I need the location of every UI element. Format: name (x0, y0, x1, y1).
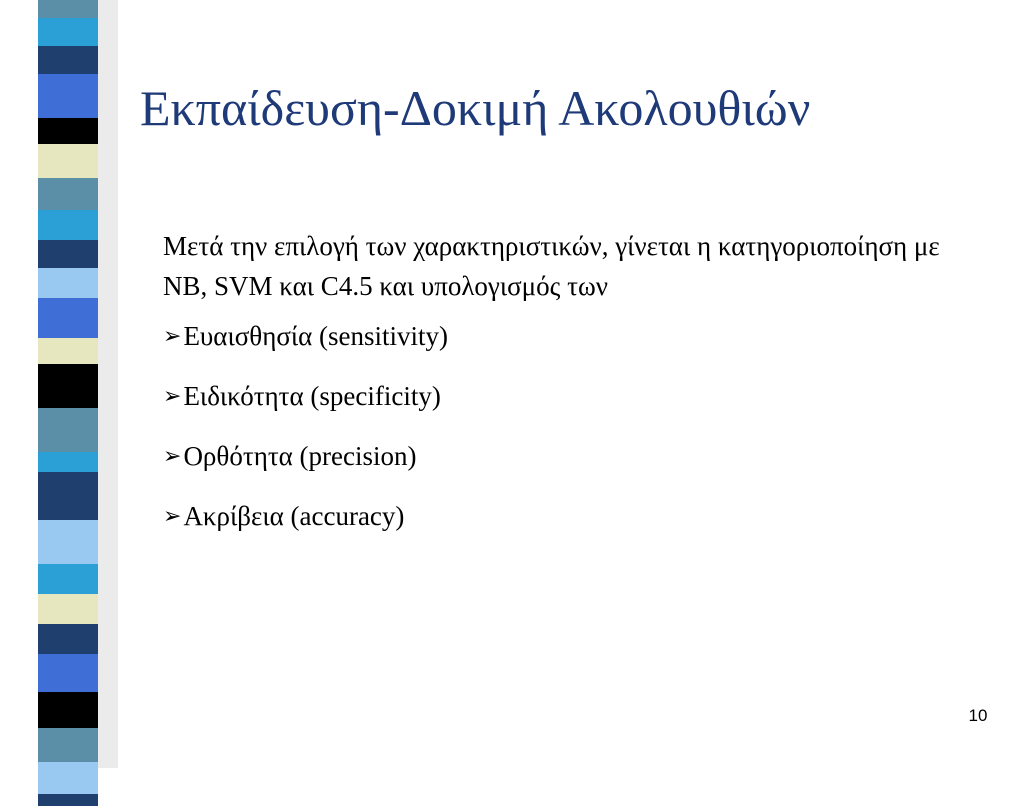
decorative-stripe (38, 178, 98, 210)
arrow-bullet-icon: ➢ (163, 443, 182, 468)
intro-paragraph: Μετά την επιλογή των χαρακτηριστικών, γίνεται η κατηγοριοποίηση με NB, SVM και C4.5 και υπολογισμός των (163, 231, 940, 301)
decorative-stripe (38, 520, 98, 564)
bullet-text: Ευαισθησία (sensitivity) (183, 321, 449, 351)
decorative-stripe (38, 594, 98, 624)
decorative-stripe (38, 654, 98, 692)
decorative-stripe (38, 74, 98, 118)
bullet-text: Ορθότητα (precision) (183, 441, 417, 471)
decorative-stripe (38, 118, 98, 144)
decorative-stripe (38, 364, 98, 408)
bullet-text: Ειδικότητα (specificity) (183, 381, 441, 411)
bullet-item (163, 316, 963, 356)
decorative-stripe (38, 210, 98, 240)
decorative-stripe (38, 268, 98, 298)
arrow-bullet-icon: ➢ (163, 323, 182, 348)
decorative-stripe (38, 18, 98, 46)
decorative-stripe (38, 564, 98, 594)
decorative-stripe (38, 0, 98, 18)
bullet-text: Ακρίβεια (accuracy) (183, 501, 405, 531)
decorative-stripe (38, 144, 98, 178)
decorative-stripe (38, 692, 98, 728)
bullet-item (163, 376, 963, 416)
page-number: 10 (968, 706, 988, 725)
decorative-stripe (38, 338, 98, 364)
arrow-bullet-icon: ➢ (163, 503, 182, 528)
decorative-stripe (38, 624, 98, 654)
arrow-bullet-icon: ➢ (163, 383, 182, 408)
decorative-stripe (38, 762, 98, 794)
slide-body (163, 226, 963, 556)
decorative-stripe (38, 794, 98, 806)
bullet-item (163, 496, 963, 536)
bullet-item (163, 436, 963, 476)
decorative-stripe (38, 298, 98, 338)
decorative-stripe (38, 472, 98, 520)
decorative-stripe-column (38, 0, 98, 768)
decorative-stripe (38, 408, 98, 452)
decorative-stripe (38, 728, 98, 762)
decorative-stripe (38, 240, 98, 268)
decorative-stripe (38, 46, 98, 74)
decorative-stripe (38, 452, 98, 472)
slide-title: Εκπαίδευση-Δοκιμή Ακολουθιών (140, 80, 811, 136)
